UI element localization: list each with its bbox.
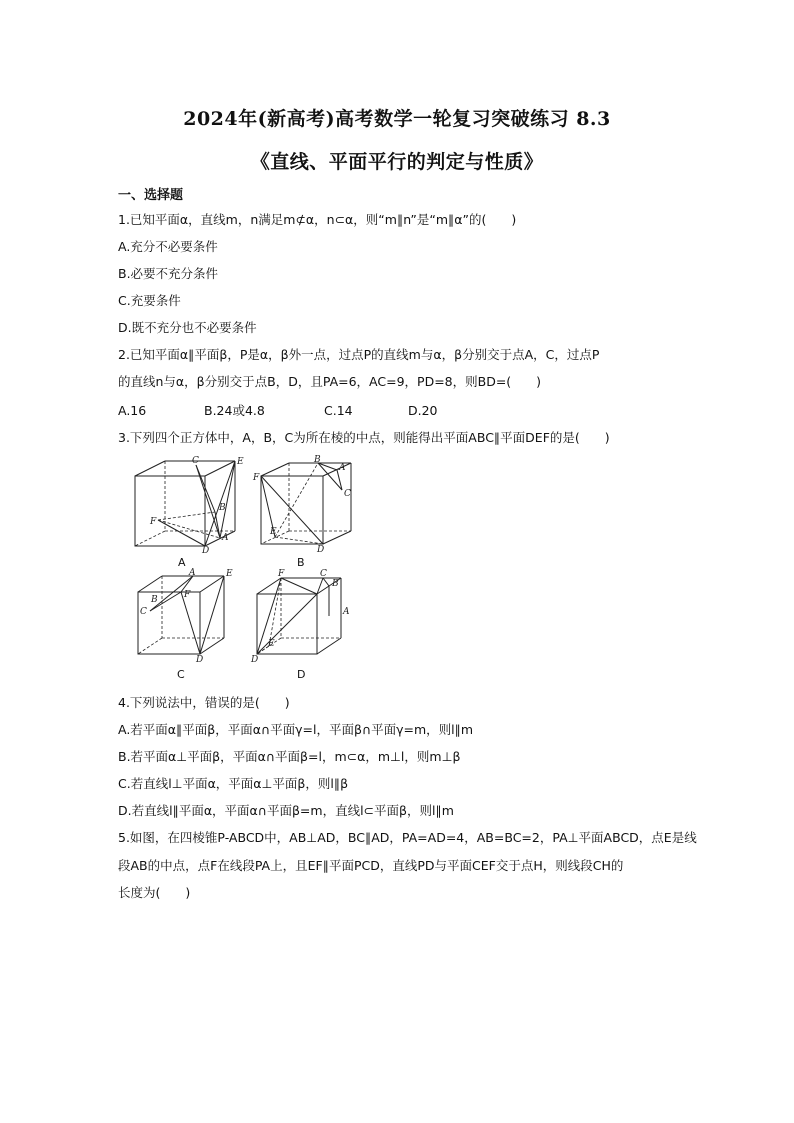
fig-a-label-d: D: [202, 546, 210, 554]
figure-caption-d: D: [297, 668, 306, 681]
fig-a-label-c: C: [192, 456, 199, 466]
fig-c-label-b: B: [151, 595, 158, 605]
q5-stem-line2: 段AB的中点，点F在线段PA上，且EF∥平面PCD，直线PD与平面CEF交于点H，则线段CH的: [118, 858, 624, 873]
q4-option-c: C.若直线l⊥平面α，平面α⊥平面β，则l∥β: [118, 776, 349, 791]
q4-option-b: B.若平面α⊥平面β，平面α∩平面β=l，m⊂α，m⊥l，则m⊥β: [118, 749, 461, 764]
cube-figure-d: [248, 568, 360, 664]
figure-caption-b: B: [297, 556, 305, 569]
cube-figure-c: [128, 568, 240, 664]
q4-stem: 4.下列说法中，错误的是( ): [118, 695, 290, 710]
fig-a-label-e: E: [237, 457, 244, 467]
q1-option-b: B.必要不充分条件: [118, 266, 219, 281]
fig-c-label-a: A: [189, 568, 196, 578]
fig-b-label-d: D: [317, 545, 325, 554]
q1-option-d: D.既不充分也不必要条件: [118, 320, 257, 335]
fig-b-label-c: C: [344, 489, 351, 499]
q2-option-b: B.24或4.8: [204, 403, 265, 418]
fig-d-label-a: A: [343, 607, 350, 617]
q5-stem-line3: 长度为( ): [118, 885, 191, 900]
doc-title-line2: 《直线、平面平行的判定与性质》: [250, 151, 544, 173]
q4-option-a: A.若平面α∥平面β，平面α∩平面γ=l，平面β∩平面γ=m，则l∥m: [118, 722, 474, 737]
fig-b-label-a: A: [339, 463, 346, 473]
fig-d-label-c: C: [320, 569, 327, 579]
fig-b-label-e: E: [270, 527, 277, 537]
q2-option-d: D.20: [408, 403, 438, 418]
fig-d-label-d: D: [251, 655, 259, 664]
fig-d-label-f: F: [278, 569, 285, 579]
cube-figure-b: [252, 454, 372, 554]
fig-d-label-b: B: [332, 579, 339, 589]
fig-c-label-e: E: [226, 569, 233, 579]
fig-c-label-d: D: [196, 655, 204, 664]
q2-stem-line1: 2.已知平面α∥平面β，P是α，β外一点，过点P的直线m与α，β分别交于点A，C，过点P: [118, 347, 600, 362]
fig-b-label-f: F: [253, 473, 260, 483]
fig-d-label-e: E: [268, 639, 275, 649]
q2-stem-line2: 的直线n与α，β分别交于点B，D，且PA=6，AC=9，PD=8，则BD=( ): [118, 374, 542, 389]
q2-option-a: A.16: [118, 403, 147, 418]
fig-c-label-f: F: [184, 590, 191, 600]
q5-stem-line1: 5.如图，在四棱锥P-ABCD中，AB⊥AD，BC∥AD，PA=AD=4，AB=BC=2，PA⊥平面ABCD，点E是线: [118, 830, 697, 845]
figure-caption-a: A: [178, 556, 186, 569]
figure-caption-c: C: [177, 668, 185, 681]
q2-option-c: C.14: [324, 403, 353, 418]
fig-c-label-c: C: [140, 607, 147, 617]
fig-b-label-b: B: [314, 455, 321, 465]
fig-a-label-b: B: [219, 503, 226, 513]
section-heading: 一、选择题: [118, 188, 184, 203]
doc-title-line1: 2024年(新高考)高考数学一轮复习突破练习 8.3: [183, 108, 611, 130]
q1-option-a: A.充分不必要条件: [118, 239, 218, 254]
q2-options: [118, 401, 438, 419]
fig-a-label-f: F: [150, 517, 157, 527]
q4-option-d: D.若直线l∥平面α，平面α∩平面β=m，直线l⊂平面β，则l∥m: [118, 803, 454, 818]
q1-option-c: C.充要条件: [118, 293, 181, 308]
q1-stem: 1.已知平面α，直线m，n满足m⊄α，n⊂α，则“m∥n”是“m∥α”的( ): [118, 212, 517, 227]
q3-stem: 3.下列四个正方体中，A，B，C为所在棱的中点，则能得出平面ABC∥平面DEF的是( ): [118, 430, 610, 445]
fig-a-label-a: A: [222, 533, 229, 543]
cube-figure-a: [126, 454, 246, 554]
